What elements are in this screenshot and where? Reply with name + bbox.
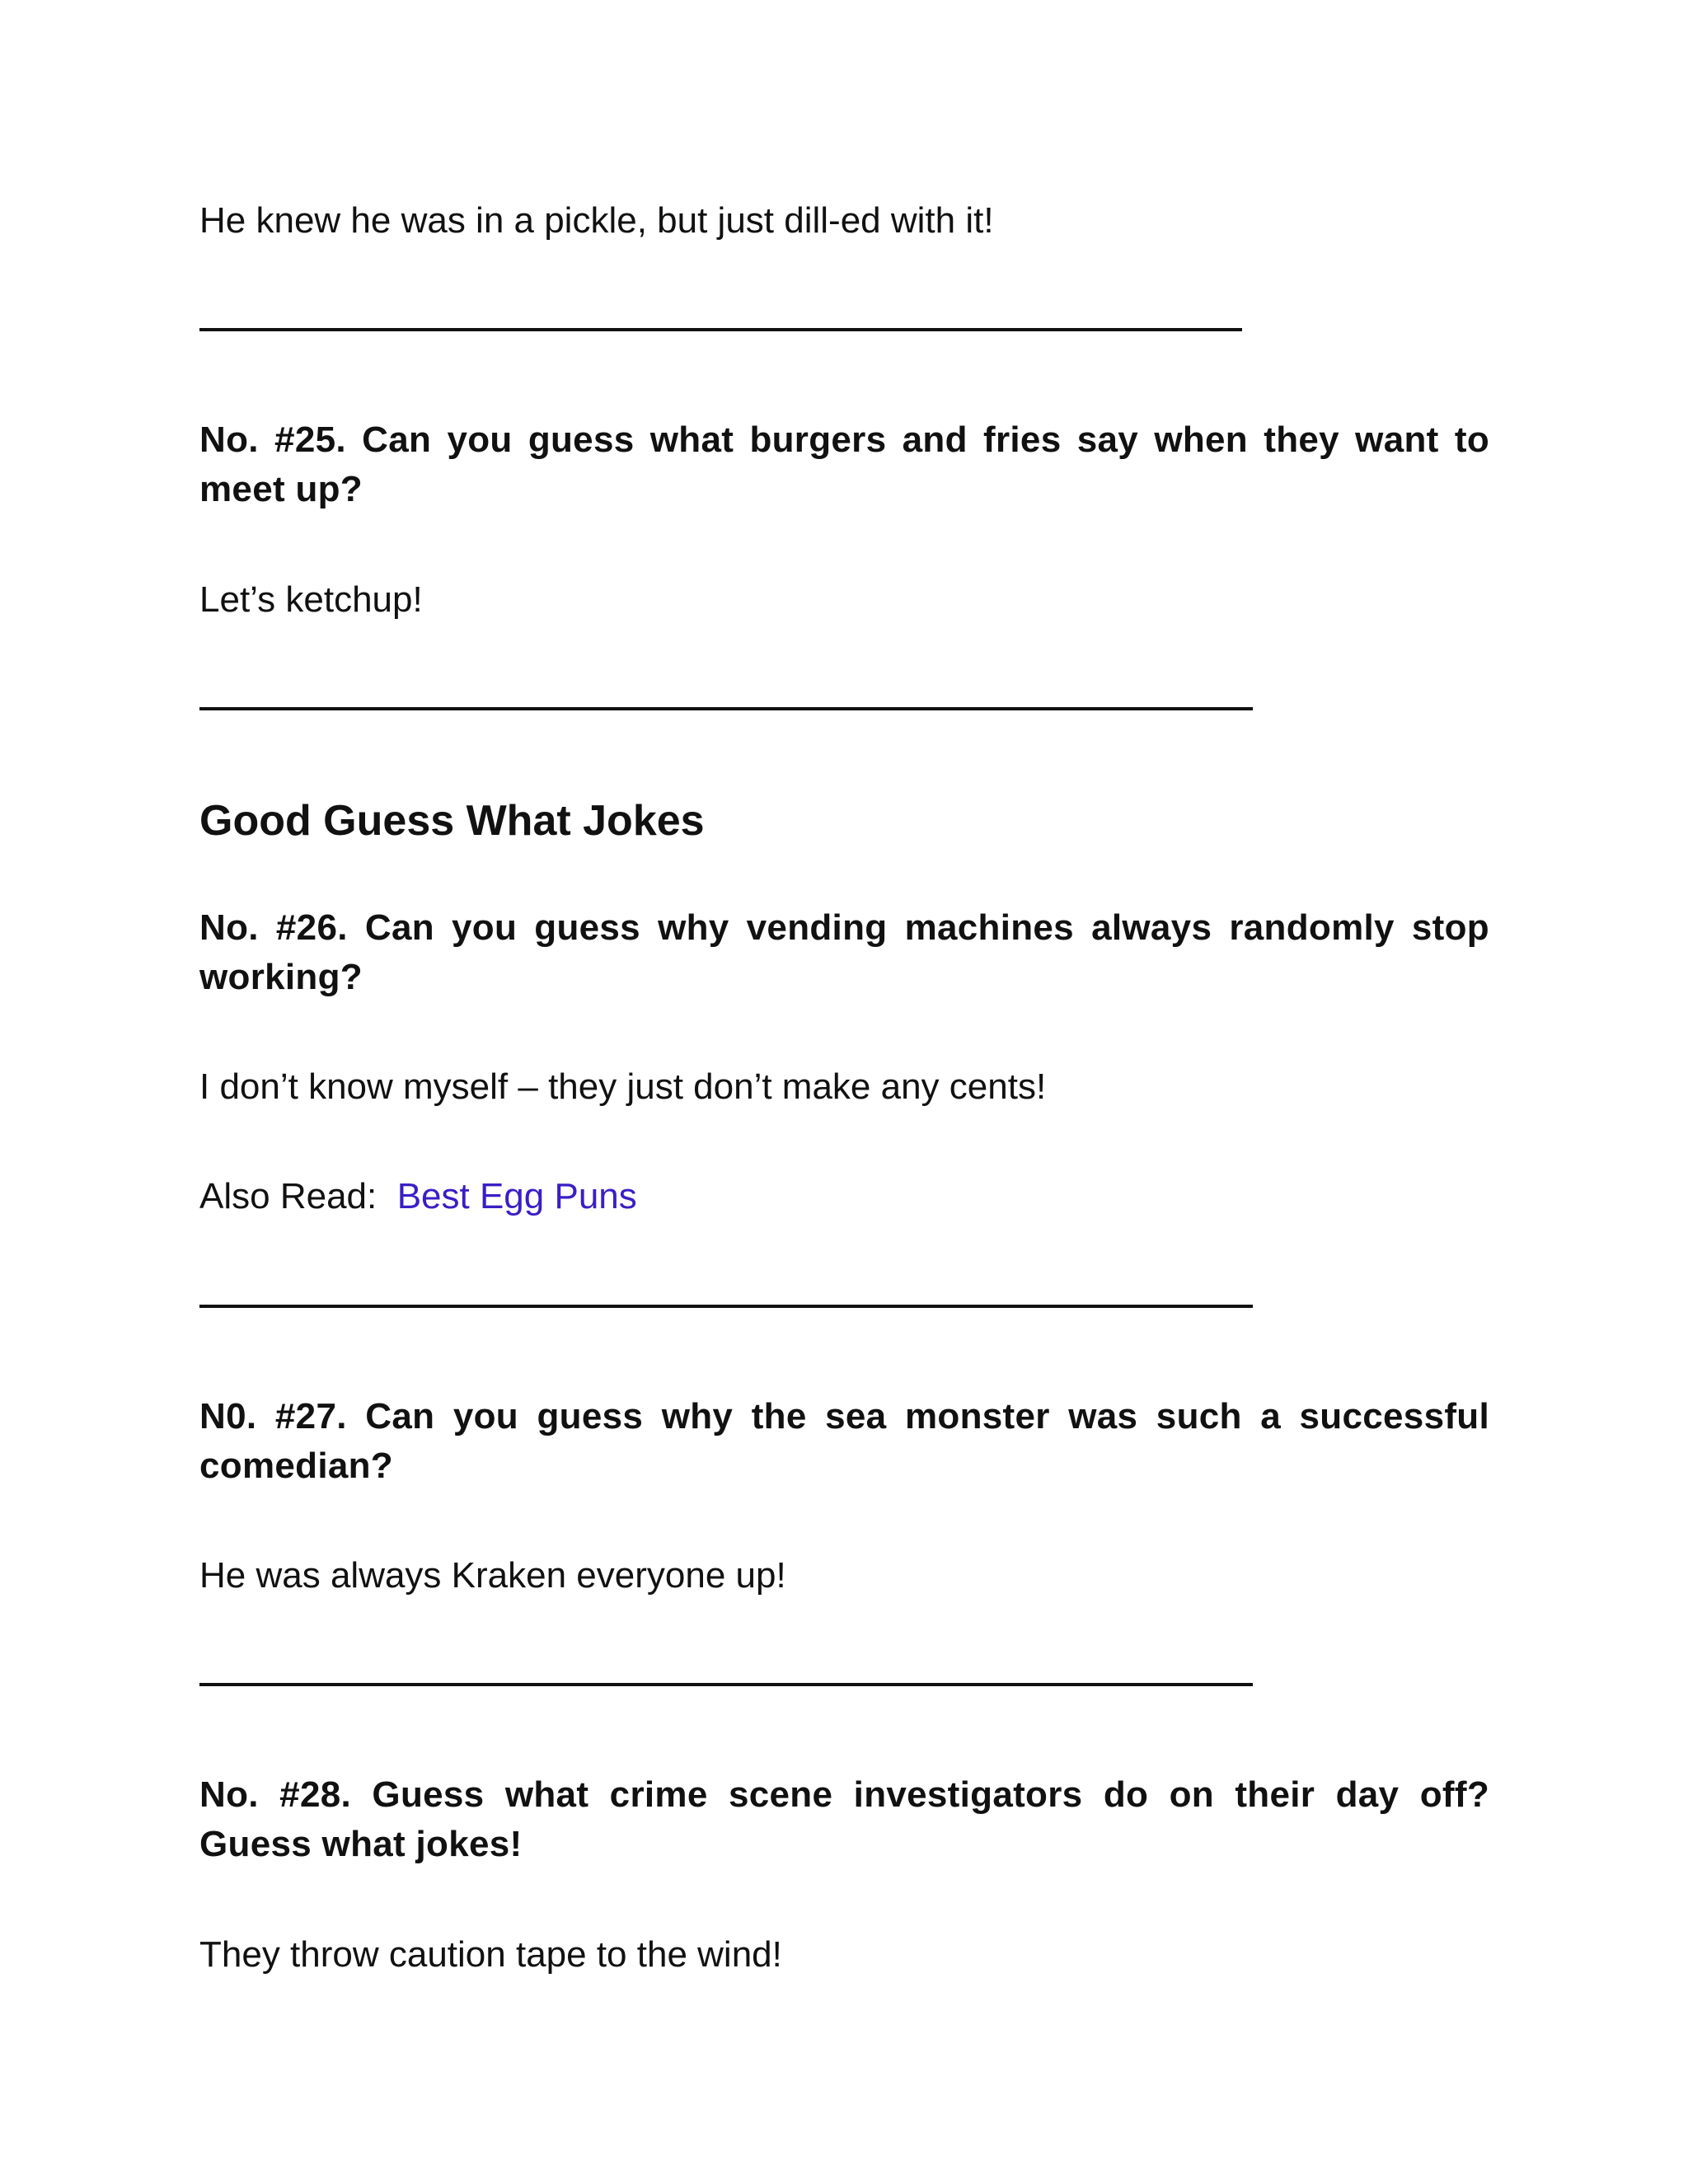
answer-27: He was always Kraken everyone up!	[199, 1555, 786, 1596]
question-28: No. #28. Guess what crime scene investigators do on their day off? Guess what jokes!	[199, 1774, 1489, 1864]
divider-2	[199, 707, 1253, 710]
divider-3	[199, 1305, 1253, 1308]
answer-24: He knew he was in a pickle, but just dill-ed with it!	[199, 200, 994, 241]
question-26: No. #26. Can you guess why vending machines always randomly stop working?	[199, 907, 1489, 997]
answer-25: Let’s ketchup!	[199, 579, 423, 620]
divider-1	[199, 328, 1242, 331]
also-read-label: Also Read:	[199, 1176, 377, 1216]
section-heading: Good Guess What Jokes	[199, 797, 705, 845]
divider-4	[199, 1683, 1253, 1686]
answer-26: I don’t know myself – they just don’t make any cents!	[199, 1066, 1047, 1107]
answer-28: They throw caution tape to the wind!	[199, 1934, 782, 1975]
also-read-link[interactable]: Best Egg Puns	[396, 1176, 637, 1216]
question-25: No. #25. Can you guess what burgers and fries say when they want to meet up?	[199, 419, 1489, 509]
also-read-line	[199, 1174, 637, 1220]
question-27: N0. #27. Can you guess why the sea monster was such a successful comedian?	[199, 1396, 1489, 1486]
